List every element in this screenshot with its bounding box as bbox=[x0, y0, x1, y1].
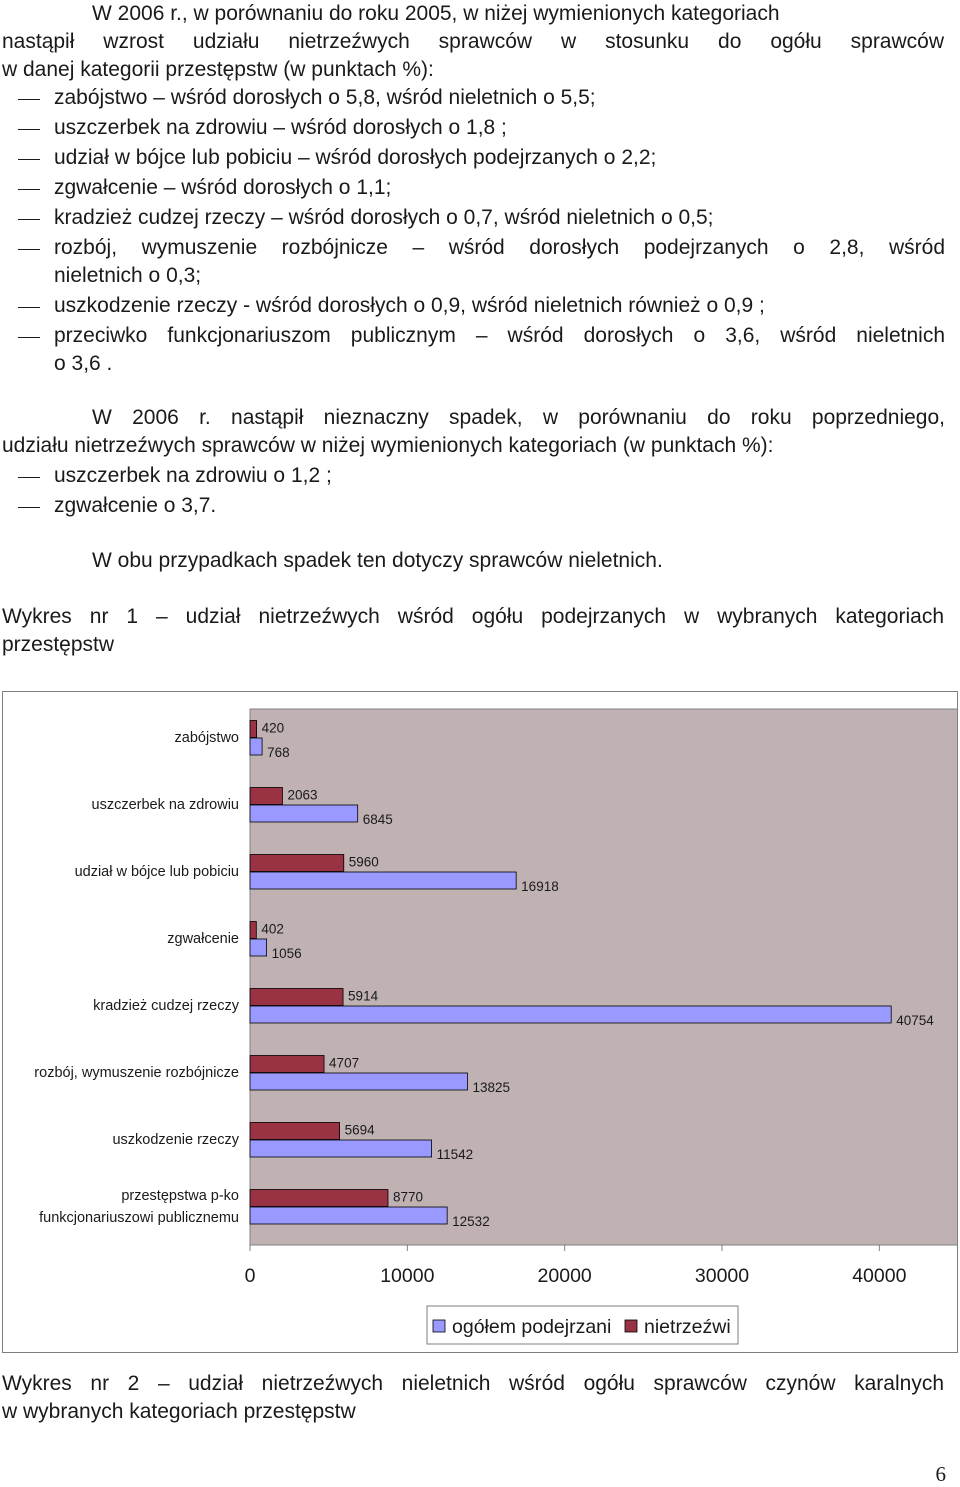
bar-ogolem bbox=[250, 1073, 468, 1090]
legend-label: nietrzeźwi bbox=[644, 1316, 731, 1338]
data-label: 13825 bbox=[472, 1080, 511, 1095]
data-label: 40754 bbox=[896, 1013, 934, 1028]
bar-nietrzezwi bbox=[250, 1190, 388, 1207]
increase-list-item: zgwałcenie – wśród dorosłych o 1,1; bbox=[54, 176, 392, 199]
category-label: uszkodzenie rzeczy bbox=[112, 1132, 239, 1148]
list-dash bbox=[18, 507, 40, 508]
chart-caption: przestępstw bbox=[2, 633, 115, 656]
data-label: 11542 bbox=[436, 1147, 474, 1162]
category-label: funkcjonariuszowi publicznemu bbox=[39, 1210, 239, 1226]
category-label: kradzież cudzej rzeczy bbox=[93, 998, 239, 1014]
bar-nietrzezwi bbox=[250, 721, 257, 738]
data-label: 5694 bbox=[344, 1122, 375, 1138]
list-dash bbox=[18, 219, 40, 220]
list-dash bbox=[18, 189, 40, 190]
increase-list-item: przeciwko funkcjonariuszom publicznym – wśród dorosłych o 3,6, wśród nieletnich bbox=[54, 324, 945, 347]
legend-swatch bbox=[625, 1320, 637, 1332]
data-label: 2063 bbox=[287, 787, 318, 803]
data-label: 768 bbox=[267, 745, 290, 760]
decrease-list-item: zgwałcenie o 3,7. bbox=[54, 494, 217, 517]
x-tick-label: 20000 bbox=[537, 1265, 592, 1287]
x-tick-label: 10000 bbox=[380, 1265, 435, 1287]
decrease-list-item: uszczerbek na zdrowiu o 1,2 ; bbox=[54, 464, 332, 487]
category-label: udział w bójce lub pobiciu bbox=[74, 864, 239, 880]
paragraph-line: udziału nietrzeźwych sprawców w niżej wymienionych kategoriach (w punktach %): bbox=[2, 434, 774, 457]
bar-nietrzezwi bbox=[250, 922, 256, 939]
category-label: zgwałcenie bbox=[167, 931, 239, 947]
chart-caption: Wykres nr 2 – udział nietrzeźwych nieletnich wśród ogółu sprawców czynów karalnych bbox=[2, 1372, 944, 1395]
category-label: przestępstwa p-ko bbox=[121, 1188, 239, 1204]
bar-ogolem bbox=[250, 738, 262, 755]
x-tick-label: 0 bbox=[244, 1265, 256, 1287]
bar-ogolem bbox=[250, 1006, 891, 1023]
data-label: 4707 bbox=[329, 1055, 360, 1071]
list-dash bbox=[18, 477, 40, 478]
chart-caption: w wybranych kategoriach przestępstw bbox=[2, 1400, 356, 1423]
bar-nietrzezwi bbox=[250, 1056, 324, 1073]
increase-list-item: nieletnich o 0,3; bbox=[54, 264, 202, 287]
data-label: 5960 bbox=[348, 854, 379, 870]
data-label: 1056 bbox=[271, 946, 302, 961]
data-label: 12532 bbox=[452, 1214, 490, 1229]
x-tick-label: 40000 bbox=[852, 1265, 907, 1287]
increase-list-item: kradzież cudzej rzeczy – wśród dorosłych o 0,7, wśród nieletnich o 0,5; bbox=[54, 206, 714, 229]
list-dash bbox=[18, 99, 40, 100]
plot-area bbox=[250, 709, 957, 1245]
bar-ogolem bbox=[250, 1207, 447, 1224]
data-label: 6845 bbox=[362, 812, 393, 827]
paragraph-line: W 2006 r., w porównaniu do roku 2005, w niżej wymienionych kategoriach bbox=[92, 2, 780, 25]
legend-label: ogółem podejrzani bbox=[452, 1316, 612, 1338]
list-dash bbox=[18, 249, 40, 250]
data-label: 5914 bbox=[348, 988, 379, 1004]
increase-list-item: o 3,6 . bbox=[54, 352, 113, 375]
increase-list-item: zabójstwo – wśród dorosłych o 5,8, wśród nieletnich o 5,5; bbox=[54, 86, 596, 109]
category-label: zabójstwo bbox=[174, 730, 239, 746]
conclusion-text: W obu przypadkach spadek ten dotyczy sprawców nieletnich. bbox=[92, 549, 663, 572]
list-dash bbox=[18, 307, 40, 308]
legend-swatch bbox=[433, 1320, 445, 1332]
increase-list-item: uszczerbek na zdrowiu – wśród dorosłych o 1,8 ; bbox=[54, 116, 507, 139]
bar-nietrzezwi bbox=[250, 855, 344, 872]
paragraph-line: nastąpił wzrost udziału nietrzeźwych sprawców w stosunku do ogółu sprawców bbox=[2, 30, 944, 53]
increase-list-item: rozbój, wymuszenie rozbójnicze – wśród dorosłych podejrzanych o 2,8, wśród bbox=[54, 236, 945, 259]
data-label: 420 bbox=[261, 720, 285, 736]
list-dash bbox=[18, 129, 40, 130]
data-label: 402 bbox=[261, 921, 284, 937]
page-number: 6 bbox=[935, 1462, 946, 1486]
bar-ogolem bbox=[250, 805, 358, 822]
bar-nietrzezwi bbox=[250, 1123, 340, 1140]
bar-nietrzezwi bbox=[250, 989, 343, 1006]
increase-list-item: udział w bójce lub pobiciu – wśród dorosłych podejrzanych o 2,2; bbox=[54, 146, 657, 169]
bar-nietrzezwi bbox=[250, 788, 282, 805]
bar-ogolem bbox=[250, 872, 516, 889]
chart-frame bbox=[2, 691, 958, 1353]
category-label: rozbój, wymuszenie rozbójnicze bbox=[34, 1065, 239, 1081]
bar-ogolem bbox=[250, 1140, 432, 1157]
list-dash bbox=[18, 337, 40, 338]
increase-list-item: uszkodzenie rzeczy - wśród dorosłych o 0,9, wśród nieletnich również o 0,9 ; bbox=[54, 294, 765, 317]
category-label: uszczerbek na zdrowiu bbox=[91, 797, 239, 813]
list-dash bbox=[18, 159, 40, 160]
bar-ogolem bbox=[250, 939, 267, 956]
data-label: 8770 bbox=[392, 1189, 424, 1205]
data-label: 16918 bbox=[521, 879, 559, 894]
paragraph-line: W 2006 r. nastąpił nieznaczny spadek, w porównaniu do roku poprzedniego, bbox=[92, 406, 945, 429]
x-tick-label: 30000 bbox=[694, 1265, 750, 1287]
chart-caption: Wykres nr 1 – udział nietrzeźwych wśród ogółu podejrzanych w wybranych kategoriach bbox=[2, 605, 944, 628]
bar-chart bbox=[3, 692, 957, 1352]
paragraph-line: w danej kategorii przestępstw (w punktach %): bbox=[2, 58, 434, 81]
